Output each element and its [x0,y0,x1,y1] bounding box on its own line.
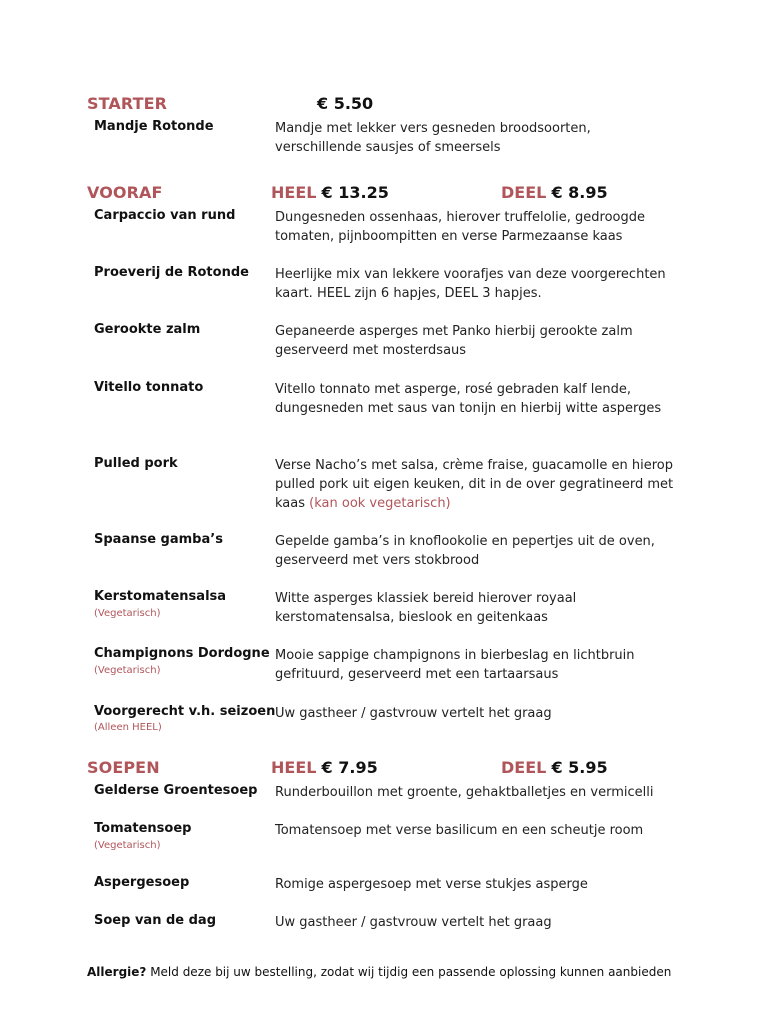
desc-line: pulled pork uit eigen keuken, dit in de over gegratineerd met [275,477,674,492]
dish-description [275,821,675,840]
dish-description [275,783,675,802]
dish-note: (Alleen HEEL) [94,722,162,733]
dish-name: Tomatensoep [94,821,192,836]
desc-line: Mandje met lekker vers gesneden broodsoorten, [275,121,591,136]
desc-line: Runderbouillon met groente, gehaktballetjes en vermicelli [275,785,654,800]
desc-line: geserveerd met mosterdsaus [275,343,467,358]
desc-line: Mooie sappige champignons in bierbeslag en lichtbruin [275,648,635,663]
desc-line: tomaten, pijnboompitten en verse Parmezaanse kaas [275,229,623,244]
desc-line: gefrituurd, geserveerd met een tartaarsaus [275,667,559,682]
dish-name: Carpaccio van rund [94,208,236,223]
deel-label: DEEL [501,758,547,777]
dish-name: Spaanse gamba’s [94,532,223,547]
dish-description [275,265,675,303]
dish-name: Gelderse Groentesoep [94,783,258,798]
dish-name: Voorgerecht v.h. seizoen [94,704,276,719]
desc-line: Heerlijke mix van lekkere voorafjes van deze voorgerechten [275,267,666,282]
desc-line: Uw gastheer / gastvrouw vertelt het graag [275,915,552,930]
heel-label: HEEL [271,758,317,777]
desc-line: Romige aspergesoep met verse stukjes asperge [275,877,588,892]
dish-name: Gerookte zalm [94,322,201,337]
desc-line: Verse Nacho’s met salsa, crème fraise, guacamolle en hierop [275,458,674,473]
deel-label: DEEL [501,183,547,202]
desc-line: Uw gastheer / gastvrouw vertelt het graag [275,706,552,721]
soepen-deel-price [501,758,608,777]
dish-name: Vitello tonnato [94,380,204,395]
dish-description [275,119,675,157]
vooraf-title: VOORAF [87,183,163,202]
desc-line: dungesneden met saus van tonijn en hierbij witte asperges [275,401,662,416]
dish-description [275,646,675,684]
dish-name: Aspergesoep [94,875,190,890]
dish-description [275,532,675,570]
allergy-text: Meld deze bij uw bestelling, zodat wij tijdig een passende oplossing kunnen aanbieden [146,965,672,979]
dish-description [275,322,675,360]
dish-description [275,208,675,246]
desc-line: kerstomatensalsa, bieslook en geitenkaas [275,610,548,625]
dish-description [275,589,675,627]
dish-name: Mandje Rotonde [94,119,214,134]
heel-label: HEEL [271,183,317,202]
vooraf-heel-price [271,183,389,202]
soepen-heel-price [271,758,378,777]
desc-line: kaart. HEEL zijn 6 hapjes, DEEL 3 hapjes. [275,286,542,301]
allergy-notice [87,965,671,979]
desc-line: Vitello tonnato met asperge, rosé gebraden kalf lende, [275,382,631,397]
heel-price-value: € 7.95 [321,758,378,777]
desc-line: Tomatensoep met verse basilicum en een scheutje room [275,823,644,838]
vegetarian-option-note: (kan ook vegetarisch) [309,496,451,511]
starter-price: € 5.50 [317,94,374,113]
deel-price-value: € 8.95 [551,183,608,202]
heel-price-value: € 13.25 [321,183,389,202]
dish-description [275,875,675,894]
dish-note: (Vegetarisch) [94,608,161,619]
desc-line-text: kaas [275,496,306,511]
allergy-label: Allergie? [87,965,147,979]
dish-note: (Vegetarisch) [94,840,161,851]
dish-name: Proeverij de Rotonde [94,265,249,280]
dish-description [275,456,675,513]
dish-name: Pulled pork [94,456,178,471]
dish-description [275,380,675,418]
desc-line: geserveerd met vers stokbrood [275,553,480,568]
desc-line: Gepaneerde asperges met Panko hierbij gerookte zalm [275,324,633,339]
dish-name: Kerstomatensalsa [94,589,227,604]
vooraf-deel-price [501,183,608,202]
starter-title: STARTER [87,94,168,113]
dish-name: Champignons Dordogne [94,646,270,661]
desc-line: Gepelde gamba’s in knoflookolie en pepertjes uit de oven, [275,534,655,549]
deel-price-value: € 5.95 [551,758,608,777]
desc-line: Dungesneden ossenhaas, hierover truffelolie, gedroogde [275,210,646,225]
dish-name: Soep van de dag [94,913,217,928]
soepen-title: SOEPEN [87,758,160,777]
desc-line: Witte asperges klassiek bereid hierover royaal [275,591,577,606]
desc-line: verschillende sausjes of smeersels [275,140,501,155]
dish-description [275,704,675,723]
desc-line [275,494,675,513]
dish-note: (Vegetarisch) [94,665,161,676]
dish-description [275,913,675,932]
